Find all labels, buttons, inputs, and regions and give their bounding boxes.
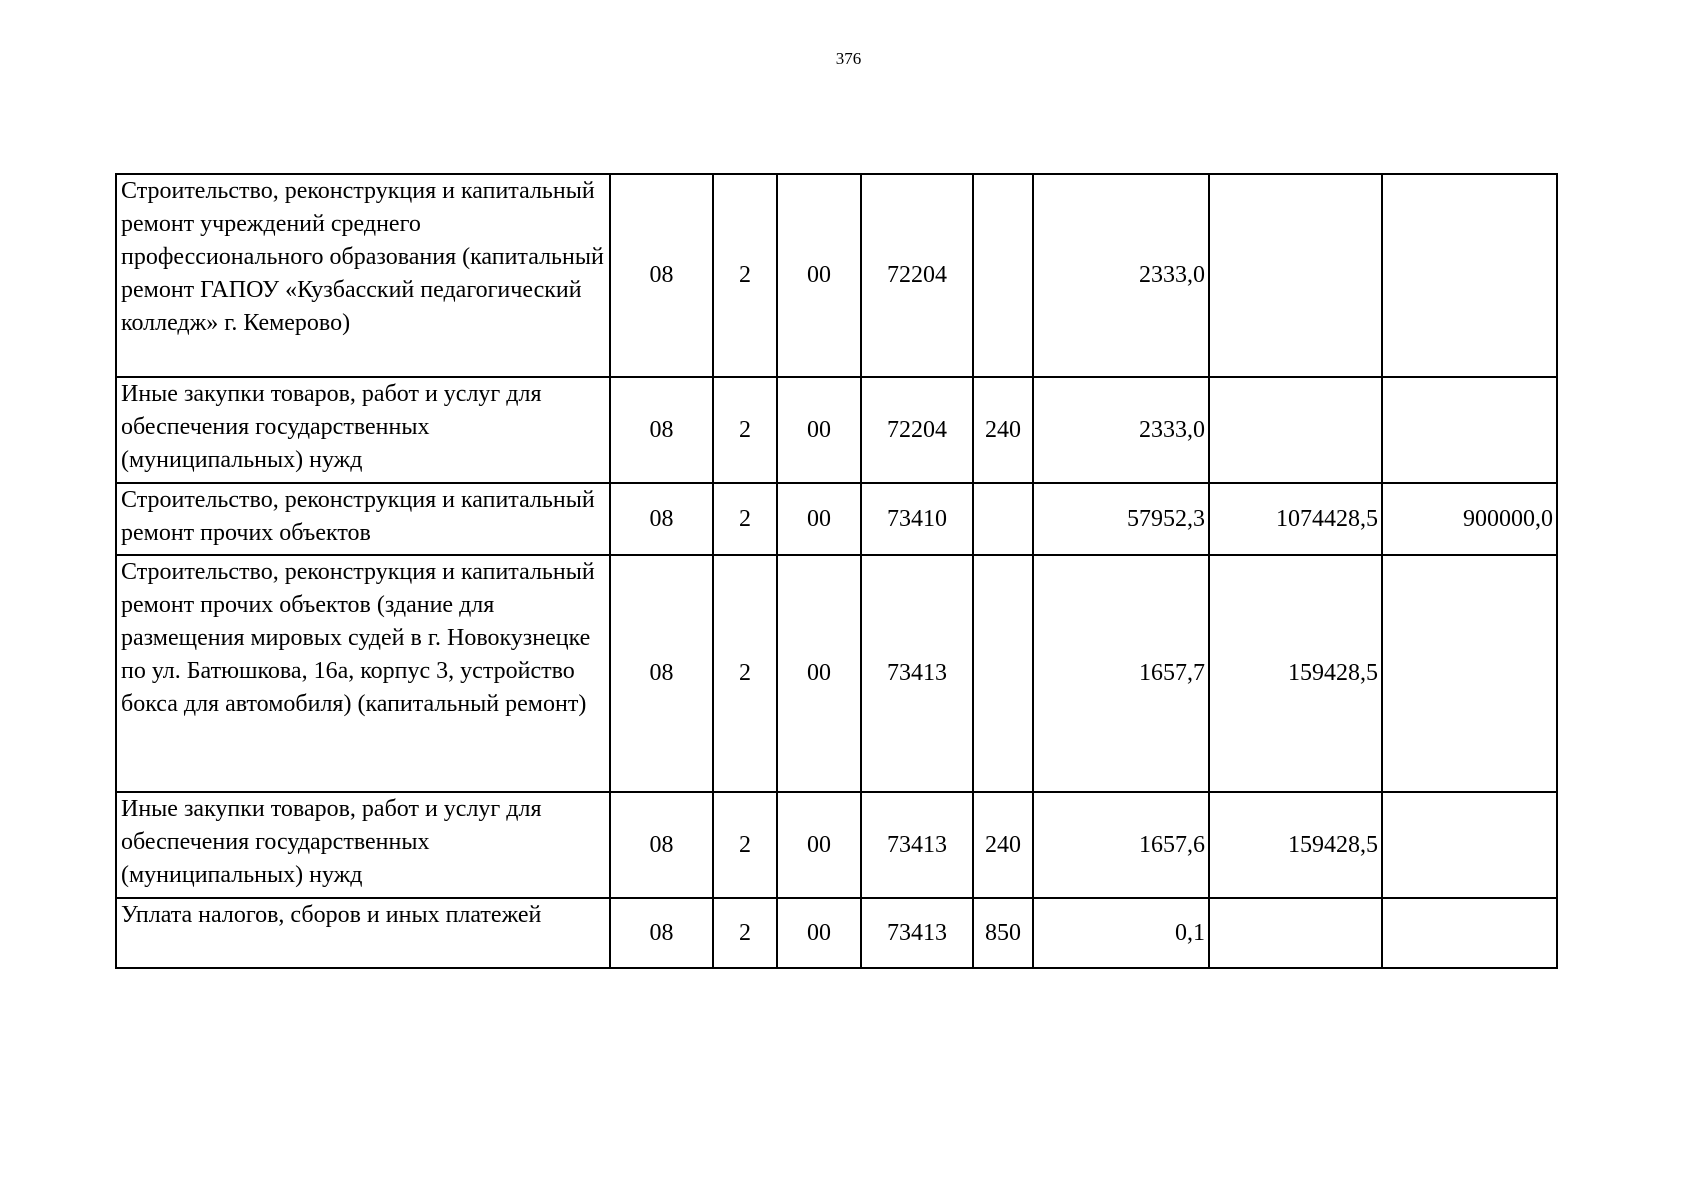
expense-type-code: 850 bbox=[973, 898, 1033, 968]
table-row bbox=[116, 174, 1557, 377]
amount-year-1: 1657,6 bbox=[1033, 792, 1209, 898]
amount-year-1: 0,1 bbox=[1033, 898, 1209, 968]
subprogram-code: 00 bbox=[777, 377, 861, 483]
amount-year-3 bbox=[1382, 174, 1557, 377]
budget-table bbox=[115, 173, 1558, 969]
item-name: Иные закупки товаров, работ и услуг для обеспечения государственных (муниципальных) нужд bbox=[116, 377, 610, 483]
amount-year-3 bbox=[1382, 792, 1557, 898]
section-code: 08 bbox=[610, 377, 713, 483]
expense-type-code bbox=[973, 483, 1033, 555]
table-row bbox=[116, 898, 1557, 968]
amount-year-2 bbox=[1209, 377, 1382, 483]
amount-year-3 bbox=[1382, 898, 1557, 968]
subprogram-code: 00 bbox=[777, 483, 861, 555]
expense-type-code: 240 bbox=[973, 377, 1033, 483]
subprogram-code: 00 bbox=[777, 555, 861, 792]
expense-type-code bbox=[973, 555, 1033, 792]
subprogram-code: 00 bbox=[777, 898, 861, 968]
amount-year-2: 159428,5 bbox=[1209, 792, 1382, 898]
amount-year-2: 1074428,5 bbox=[1209, 483, 1382, 555]
section-code: 08 bbox=[610, 555, 713, 792]
section-code: 08 bbox=[610, 792, 713, 898]
item-name: Строительство, реконструкция и капитальный ремонт учреждений среднего профессионального образования (капитальный ремонт ГАПОУ «Кузбасский педагогический колледж» г. Кемерово) bbox=[116, 174, 610, 377]
amount-year-3 bbox=[1382, 555, 1557, 792]
section-code: 08 bbox=[610, 174, 713, 377]
amount-year-3 bbox=[1382, 377, 1557, 483]
item-name: Строительство, реконструкция и капитальный ремонт прочих объектов (здание для размещения мировых судей в г. Новокузнецке по ул. Батюшкова, 16а, корпус 3, устройство бокса для автомобиля) (капитальный ремонт) bbox=[116, 555, 610, 792]
expense-type-code bbox=[973, 174, 1033, 377]
direction-code: 73410 bbox=[861, 483, 973, 555]
program-code: 2 bbox=[713, 483, 777, 555]
table-row bbox=[116, 792, 1557, 898]
direction-code: 73413 bbox=[861, 898, 973, 968]
amount-year-1: 2333,0 bbox=[1033, 174, 1209, 377]
amount-year-2 bbox=[1209, 898, 1382, 968]
subprogram-code: 00 bbox=[777, 792, 861, 898]
amount-year-2 bbox=[1209, 174, 1382, 377]
table-row bbox=[116, 377, 1557, 483]
program-code: 2 bbox=[713, 555, 777, 792]
direction-code: 72204 bbox=[861, 174, 973, 377]
page-number: 376 bbox=[835, 49, 862, 68]
program-code: 2 bbox=[713, 377, 777, 483]
amount-year-3: 900000,0 bbox=[1382, 483, 1557, 555]
table-row bbox=[116, 483, 1557, 555]
program-code: 2 bbox=[713, 792, 777, 898]
amount-year-1: 57952,3 bbox=[1033, 483, 1209, 555]
item-name: Иные закупки товаров, работ и услуг для обеспечения государственных (муниципальных) нужд bbox=[116, 792, 610, 898]
section-code: 08 bbox=[610, 898, 713, 968]
amount-year-1: 2333,0 bbox=[1033, 377, 1209, 483]
subprogram-code: 00 bbox=[777, 174, 861, 377]
direction-code: 72204 bbox=[861, 377, 973, 483]
program-code: 2 bbox=[713, 174, 777, 377]
program-code: 2 bbox=[713, 898, 777, 968]
item-name: Уплата налогов, сборов и иных платежей bbox=[116, 898, 610, 968]
item-name: Строительство, реконструкция и капитальный ремонт прочих объектов bbox=[116, 483, 610, 555]
amount-year-2: 159428,5 bbox=[1209, 555, 1382, 792]
direction-code: 73413 bbox=[861, 555, 973, 792]
table-row bbox=[116, 555, 1557, 792]
section-code: 08 bbox=[610, 483, 713, 555]
amount-year-1: 1657,7 bbox=[1033, 555, 1209, 792]
expense-type-code: 240 bbox=[973, 792, 1033, 898]
direction-code: 73413 bbox=[861, 792, 973, 898]
